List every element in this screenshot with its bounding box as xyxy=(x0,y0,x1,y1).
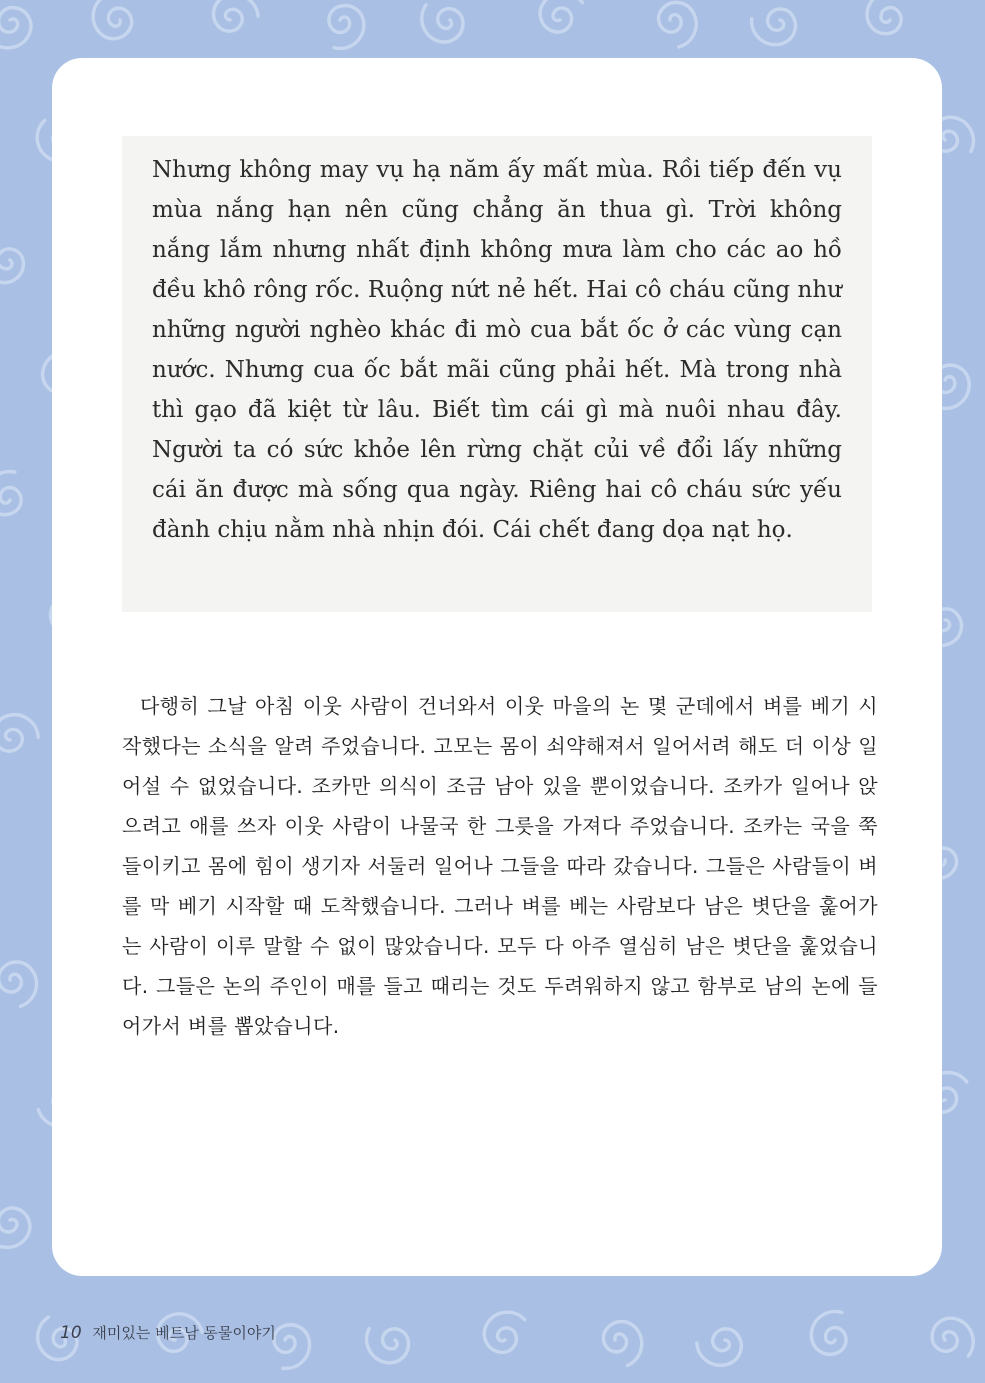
swirl-motif xyxy=(206,0,261,40)
page-card xyxy=(52,58,942,1276)
page-footer xyxy=(60,1322,276,1343)
swirl-motif xyxy=(863,0,907,37)
swirl-motif xyxy=(365,1323,411,1365)
korean-paragraph: 다행히 그날 아침 이웃 사람이 건너와서 이웃 마을의 논 몇 군데에서 벼를 베기 시작했다는 소식을 알려 주었습니다. 고모는 몸이 쇠약해져서 일어서려 해도 더 이상 일어설 수 없었습니다. 조카만 의식이 조금 남아 있을 뿐이었습니다. 조카가 일어나 앉으려고 애를 쓰자 이웃 사람이 나물국 한 그릇을 가져다 주었습니다. 조카는 국을 쭉 들이키고 몸에 힘이 생기자 서둘러 일어나 그들을 따라 갔습니다. 그들은 사람들이 벼를 막 베기 시작할 때 도착했습니다. 그러나 벼를 베는 사람보다 남은 볏단을 훑어가는 사람이 이루 말할 수 없이 많았습니다. 모두 다 아주 열심히 남은 볏단을 훑었습니다. 그들은 논의 주인이 매를 들고 때리는 것도 두려워하지 않고 함부로 남의 논에 들어가서 벼를 뽑았습니다. xyxy=(122,694,878,1038)
swirl-motif xyxy=(805,1309,853,1360)
book-title: 재미있는 베트남 동물이야기 xyxy=(92,1324,276,1342)
swirl-motif xyxy=(0,955,46,1009)
swirl-motif xyxy=(321,0,370,51)
vietnamese-paragraph: Nhưng không may vụ hạ năm ấy mất mùa. Rồi tiếp đến vụ mùa nắng hạn nên cũng chẳng ăn thua gì. Trời không nắng lắm nhưng nhất định không mưa làm cho các ao hồ đều khô rông rốc. Ruộng nứt nẻ hết. Hai cô cháu cũng như những người nghèo khác đi mò cua bắt ốc ở các vùng cạn nước. Nhưng cua ốc bắt mãi cũng phải hết. Mà trong nhà thì gạo đã kiệt từ lâu. Biết tìm cái gì mà nuôi nhau đây. Người ta có sức khỏe lên rừng chặt củi về đổi lấy những cái ăn được mà sống qua ngày. Riêng hai cô cháu sức yếu đành chịu nằm nhà nhịn đói. Cái chết đang dọa nạt họ. xyxy=(152,157,842,543)
swirl-motif xyxy=(422,5,463,42)
swirl-motif xyxy=(481,1308,526,1356)
swirl-motif xyxy=(535,0,584,37)
swirl-motif xyxy=(748,1,802,54)
swirl-motif xyxy=(694,1320,749,1375)
swirl-motif xyxy=(0,468,29,520)
swirl-motif xyxy=(931,1318,973,1356)
swirl-motif xyxy=(0,5,34,52)
swirl-motif xyxy=(85,0,139,46)
swirl-motif xyxy=(650,0,705,50)
swirl-motif xyxy=(596,1314,651,1367)
swirl-motif xyxy=(0,244,25,285)
swirl-motif xyxy=(0,705,41,760)
swirl-motif xyxy=(0,1203,35,1254)
page-number: 10 xyxy=(60,1323,82,1343)
